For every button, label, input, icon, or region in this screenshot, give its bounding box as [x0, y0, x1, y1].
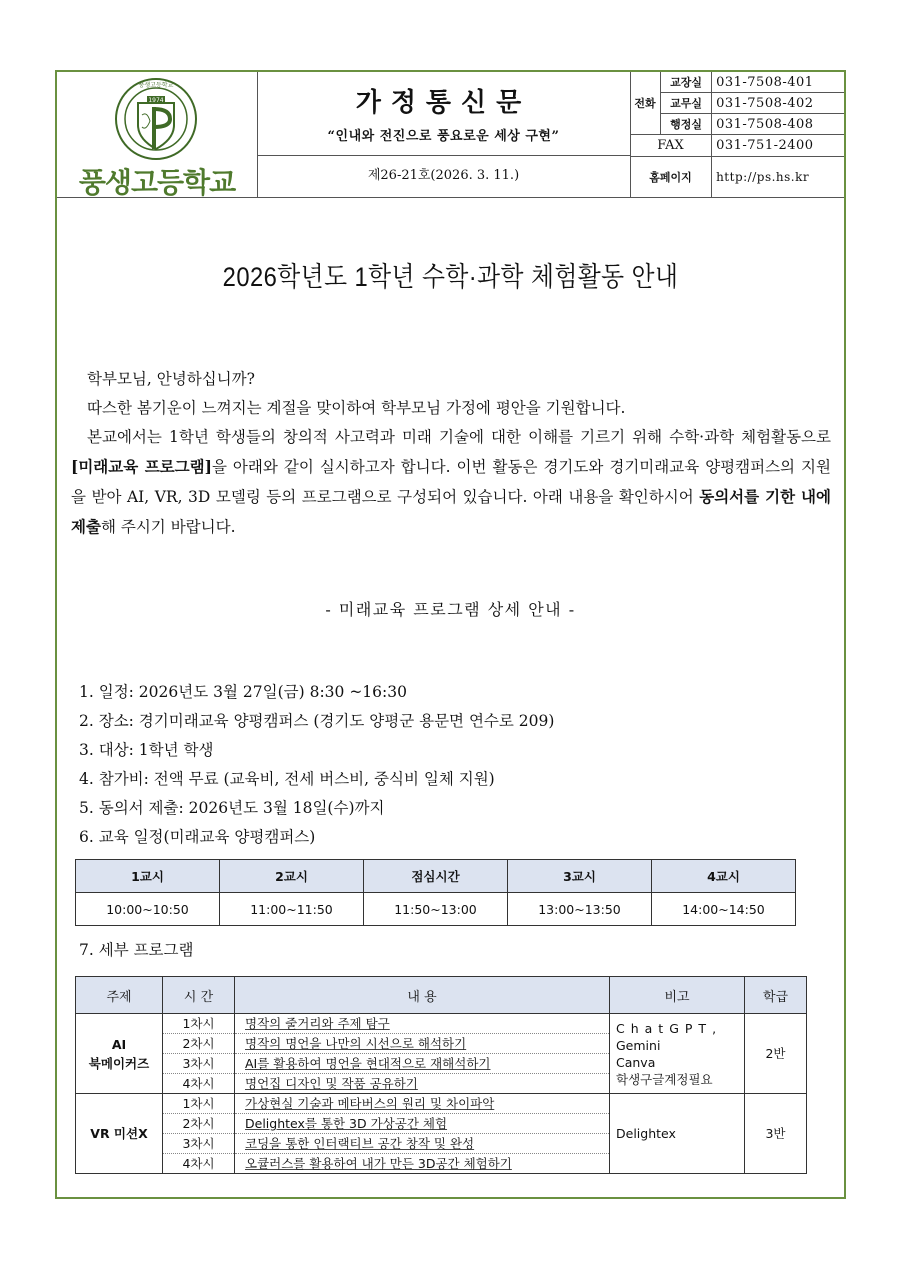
info-item-fee: 4. 참가비: 전액 무료 (교육비, 전세 버스비, 중식비 일체 지원)	[79, 770, 495, 788]
program-class: 3반	[745, 1094, 807, 1174]
newsletter-header	[57, 72, 844, 198]
topic-line: VR 미션X	[90, 1126, 148, 1141]
info-list	[79, 678, 819, 852]
contact-label: 교장실	[661, 72, 712, 93]
schedule-time: 14:00~14:50	[652, 893, 796, 926]
program-note	[610, 1014, 745, 1094]
section-heading: - 미래교육 프로그램 상세 안내 -	[325, 600, 576, 619]
paragraph-2-text-c: 해 주시기 바랍니다.	[100, 518, 236, 536]
note-line: ChatGPT,	[616, 1020, 723, 1036]
program-header: 시 간	[163, 977, 235, 1014]
paragraph-1: 따스한 봄기운이 느껴지는 계절을 맞이하여 학부모님 가정에 평안을 기원합니다.	[87, 399, 626, 417]
program-name-bold: [미래교육 프로그램]	[71, 457, 212, 476]
schedule-time: 11:00~11:50	[220, 893, 364, 926]
program-content: 명작의 줄거리와 주제 탐구	[235, 1014, 610, 1034]
program-session: 1차시	[163, 1094, 235, 1114]
phone-label: 전화	[630, 72, 661, 135]
program-content: 오큘러스를 활용하여 내가 만든 3D공간 체험하기	[235, 1154, 610, 1174]
paragraph-2-text-b: 을 아래와 같이 실시하고자 합니다. 이번 활동은 경기도와 경기미래교육 양평캠퍼스의 지원을 받아 AI, VR, 3D 모델링 등의 프로그램으로 구성되어 있습니다. 아래 내용을 확인하시어	[71, 458, 831, 506]
contact-number: 031-7508-401	[712, 72, 844, 93]
paragraph-2	[71, 423, 831, 542]
note-line: Gemini	[616, 1037, 661, 1053]
program-header: 학급	[745, 977, 807, 1014]
svg-text:풍생고등학교: 풍생고등학교	[138, 82, 174, 89]
topic-line: AI	[111, 1036, 127, 1052]
newsletter-title-cell	[257, 72, 631, 156]
program-header: 주제	[76, 977, 163, 1014]
newsletter-title: 가정통신문	[355, 88, 532, 118]
info-item-timetable: 6. 교육 일정(미래교육 양평캠퍼스)	[79, 828, 316, 846]
contact-table	[630, 72, 844, 197]
info-item-location: 2. 장소: 경기미래교육 양평캠퍼스 (경기도 양평군 용문면 연수로 209)	[79, 712, 555, 730]
info-item-consent: 5. 동의서 제출: 2026년도 3월 18일(수)까지	[79, 799, 385, 817]
issue-number: 제26-21호(2026. 3. 11.)	[257, 155, 631, 197]
schedule-header: 점심시간	[364, 860, 508, 893]
letter-body	[71, 365, 831, 542]
school-motto: “인내와 전진으로 풍요로운 세상 구현”	[327, 129, 560, 144]
greeting: 학부모님, 안녕하십니까?	[87, 370, 255, 388]
homepage-link[interactable]: http://ps.hs.kr	[712, 156, 844, 197]
svg-text:1974: 1974	[148, 97, 164, 104]
school-name: 풍생고등학교	[78, 166, 236, 199]
program-heading: 7. 세부 프로그램	[79, 941, 194, 959]
program-session: 3차시	[163, 1134, 235, 1154]
schedule-time: 13:00~13:50	[508, 893, 652, 926]
document-title: 2026학년도 1학년 수학·과학 체험활동 안내	[222, 262, 679, 292]
program-session: 2차시	[163, 1034, 235, 1054]
homepage-label: 홈페이지	[630, 156, 712, 197]
fax-number: 031-751-2400	[712, 135, 844, 156]
program-class: 2반	[745, 1014, 807, 1094]
program-topic	[76, 1014, 163, 1094]
program-session: 1차시	[163, 1014, 235, 1034]
schedule-table	[75, 859, 796, 926]
contact-label: 행정실	[661, 114, 712, 135]
note-line: 학생구글계정필요	[616, 1071, 713, 1087]
schedule-header: 4교시	[652, 860, 796, 893]
school-logo-cell	[57, 72, 258, 197]
school-emblem-icon	[114, 77, 198, 161]
program-topic	[76, 1094, 163, 1174]
schedule-header: 1교시	[76, 860, 220, 893]
program-session: 4차시	[163, 1154, 235, 1174]
program-content: Delightex를 통한 3D 가상공간 체험	[235, 1114, 610, 1134]
schedule-header: 3교시	[508, 860, 652, 893]
schedule-header: 2교시	[220, 860, 364, 893]
program-table	[75, 976, 807, 1174]
program-session: 3차시	[163, 1054, 235, 1074]
contact-number: 031-7508-402	[712, 93, 844, 114]
program-content: AI를 활용하여 명언을 현대적으로 재해석하기	[235, 1054, 610, 1074]
program-header: 내 용	[235, 977, 610, 1014]
consent-deadline-bold: 동의서를 기한 내에 제출	[71, 487, 831, 536]
newsletter-page	[55, 70, 846, 1199]
info-item-schedule: 1. 일정: 2026년도 3월 27일(금) 8:30 ~16:30	[79, 683, 407, 701]
program-note	[610, 1094, 745, 1174]
info-item-target: 3. 대상: 1학년 학생	[79, 741, 214, 759]
note-line: Delightex	[616, 1126, 676, 1141]
program-content: 명작의 명언을 나만의 시선으로 해석하기	[235, 1034, 610, 1054]
program-content: 가상현실 기술과 메타버스의 원리 및 차이파악	[235, 1094, 610, 1114]
program-session: 4차시	[163, 1074, 235, 1094]
contact-number: 031-7508-408	[712, 114, 844, 135]
contact-label: 교무실	[661, 93, 712, 114]
program-content: 코딩을 통한 인터랙티브 공간 창작 및 완성	[235, 1134, 610, 1154]
program-header: 비고	[610, 977, 745, 1014]
topic-line: 북메이커즈	[88, 1055, 150, 1071]
fax-label: FAX	[630, 135, 712, 156]
schedule-time: 11:50~13:00	[364, 893, 508, 926]
schedule-time: 10:00~10:50	[76, 893, 220, 926]
paragraph-2-text-a: 본교에서는 1학년 학생들의 창의적 사고력과 미래 기술에 대한 이해를 기르기 위해 수학·과학 체험활동으로	[87, 428, 831, 446]
program-content: 명언집 디자인 및 작품 공유하기	[235, 1074, 610, 1094]
program-session: 2차시	[163, 1114, 235, 1134]
note-line: Canva	[616, 1054, 656, 1070]
